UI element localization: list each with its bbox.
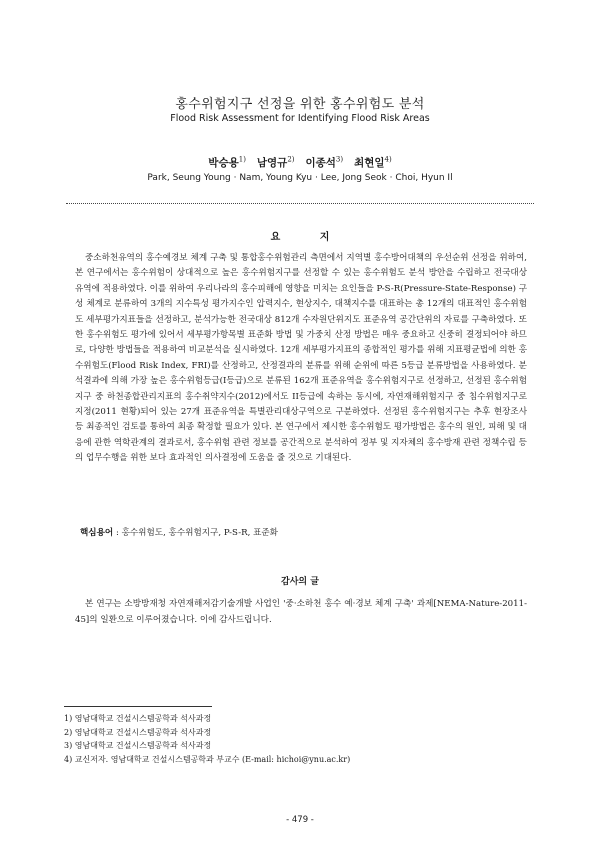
author-name: 남영규: [256, 157, 288, 169]
footnote: 4) 교신저자. 영남대학교 건설시스템공학과 부교수 (E-mail: hichoi@ynu.ac.kr): [64, 754, 351, 764]
keywords-text: : 홍수위험도, 홍수위험지구, P-S-R, 표준화: [113, 528, 278, 538]
paper-title-english: Flood Risk Assessment for Identifying Flood Risk Areas: [170, 113, 430, 124]
author-name: 이종석: [305, 157, 336, 169]
author-footnote-mark: 3): [335, 155, 344, 164]
acknowledgement-heading: 감사의 글: [281, 577, 319, 587]
abstract-heading: 요 지: [270, 232, 348, 243]
author-list-korean: [0, 155, 600, 170]
footnote: 2) 영남대학교 건설시스템공학과 석사과정: [64, 727, 212, 737]
footnote-rule: [64, 706, 212, 707]
section-divider: [66, 203, 534, 204]
author-list-english: Park, Seung Young · Nam, Young Kyu · Lee, Jong Seok · Choi, Hyun Il: [147, 173, 453, 183]
page-number: - 479 -: [286, 815, 314, 825]
footnote: 3) 영남대학교 건설시스템공학과 석사과정: [64, 741, 212, 751]
paper-title-korean: 홍수위험지구 선정을 위한 홍수위험도 분석: [175, 97, 425, 112]
author-name: 박승용: [208, 157, 239, 169]
keywords-label: 핵심용어: [80, 528, 114, 538]
footnote: 1) 영남대학교 건설시스템공학과 석사과정: [64, 714, 212, 723]
author-footnote-mark: 1): [238, 155, 246, 164]
acknowledgement-body: 본 연구는 소방방재청 자연재해저감기술개발 사업인 '중·소하천 홍수 예·경보 체계 구축' 과제[NEMA-Nature-2011-45]의 일환으로 이루어졌습니다. 이에 감사드립니다.: [75, 599, 527, 625]
author-name: 최현일: [354, 157, 385, 169]
keywords-line: [80, 526, 530, 538]
abstract-body: 중소하천유역의 홍수예경보 체계 구축 및 통합홍수위험관리 측면에서 지역별 홍수방어대책의 우선순위 선정을 위하여, 본 연구에서는 홍수위험이 상대적으로 높은 홍수위험지구를 선정할 수 있는 홍수위험도 분석 방안을 수립하고 전국대상 유역에 적용하였다. 이를 위하여 우리나라의 홍수피해에 영향을 미치는 요인들을 P-S-R(Pressure-State-Response) 구성 체계로 분류하여 3개의 지수특성 평가지수인 압력지수, 현상지수, 대책지수를 대표하는 총 12개의 대표적인 홍수위험도 세부평가지표들을 선정하고, 분석가능한 전국대상 812개 수자원단위지도 표준유역 공간단위의 자료를 구축하였다. 또한 홍수위험도 평가에 있어서 세부평가항목별 표준화 방법 및 가중치 산정 방법은 매우 중요하고 신중히 결정되어야 하므로, 다양한 방법들을 적용하여 비교분석을 실시하였다. 12개 세부평가지표의 종합적인 평가를 위해 지표평균법에 의한 홍수위험도(Flood Risk Index, FRI)를 산정하고, 산정결과의 분류를 위해 순위에 따른 5등급 분류방법을 사용하였다. 분석결과에 의해 가장 높은 홍수위험등급(I등급)으로 분류된 162개 표준유역을 홍수위험지구로 선정하고, 선정된 홍수위험지구 중 하천종합관리지표의 홍수취약지수(2012)에서도 II등급에 속하는 동시에, 자연재해위험지구 중 침수위험지구로 지정(2011 현황)되어 있는 27개 표준유역을 특별관리대상구역으로 구분하였다. 선정된 홍수위험지구는 추후 현장조사 등 최종적인 검토를 통하여 최종 확정할 필요가 있다. 본 연구에서 제시한 홍수위험도 평가방법은 홍수의 원인, 피해 및 대응에 관한 역학관계의 결과로서, 홍수위험 관련 정보를 공간적으로 분석하여 정부 및 지자체의 홍수방재 관련 정책수립 등의 업무수행을 위한 보다 효과적인 의사결정에 도움을 줄 것으로 기대된다.: [75, 253, 527, 464]
author-footnote-mark: 4): [384, 155, 392, 164]
footnote-list: [64, 712, 534, 766]
author-footnote-mark: 2): [287, 155, 295, 164]
